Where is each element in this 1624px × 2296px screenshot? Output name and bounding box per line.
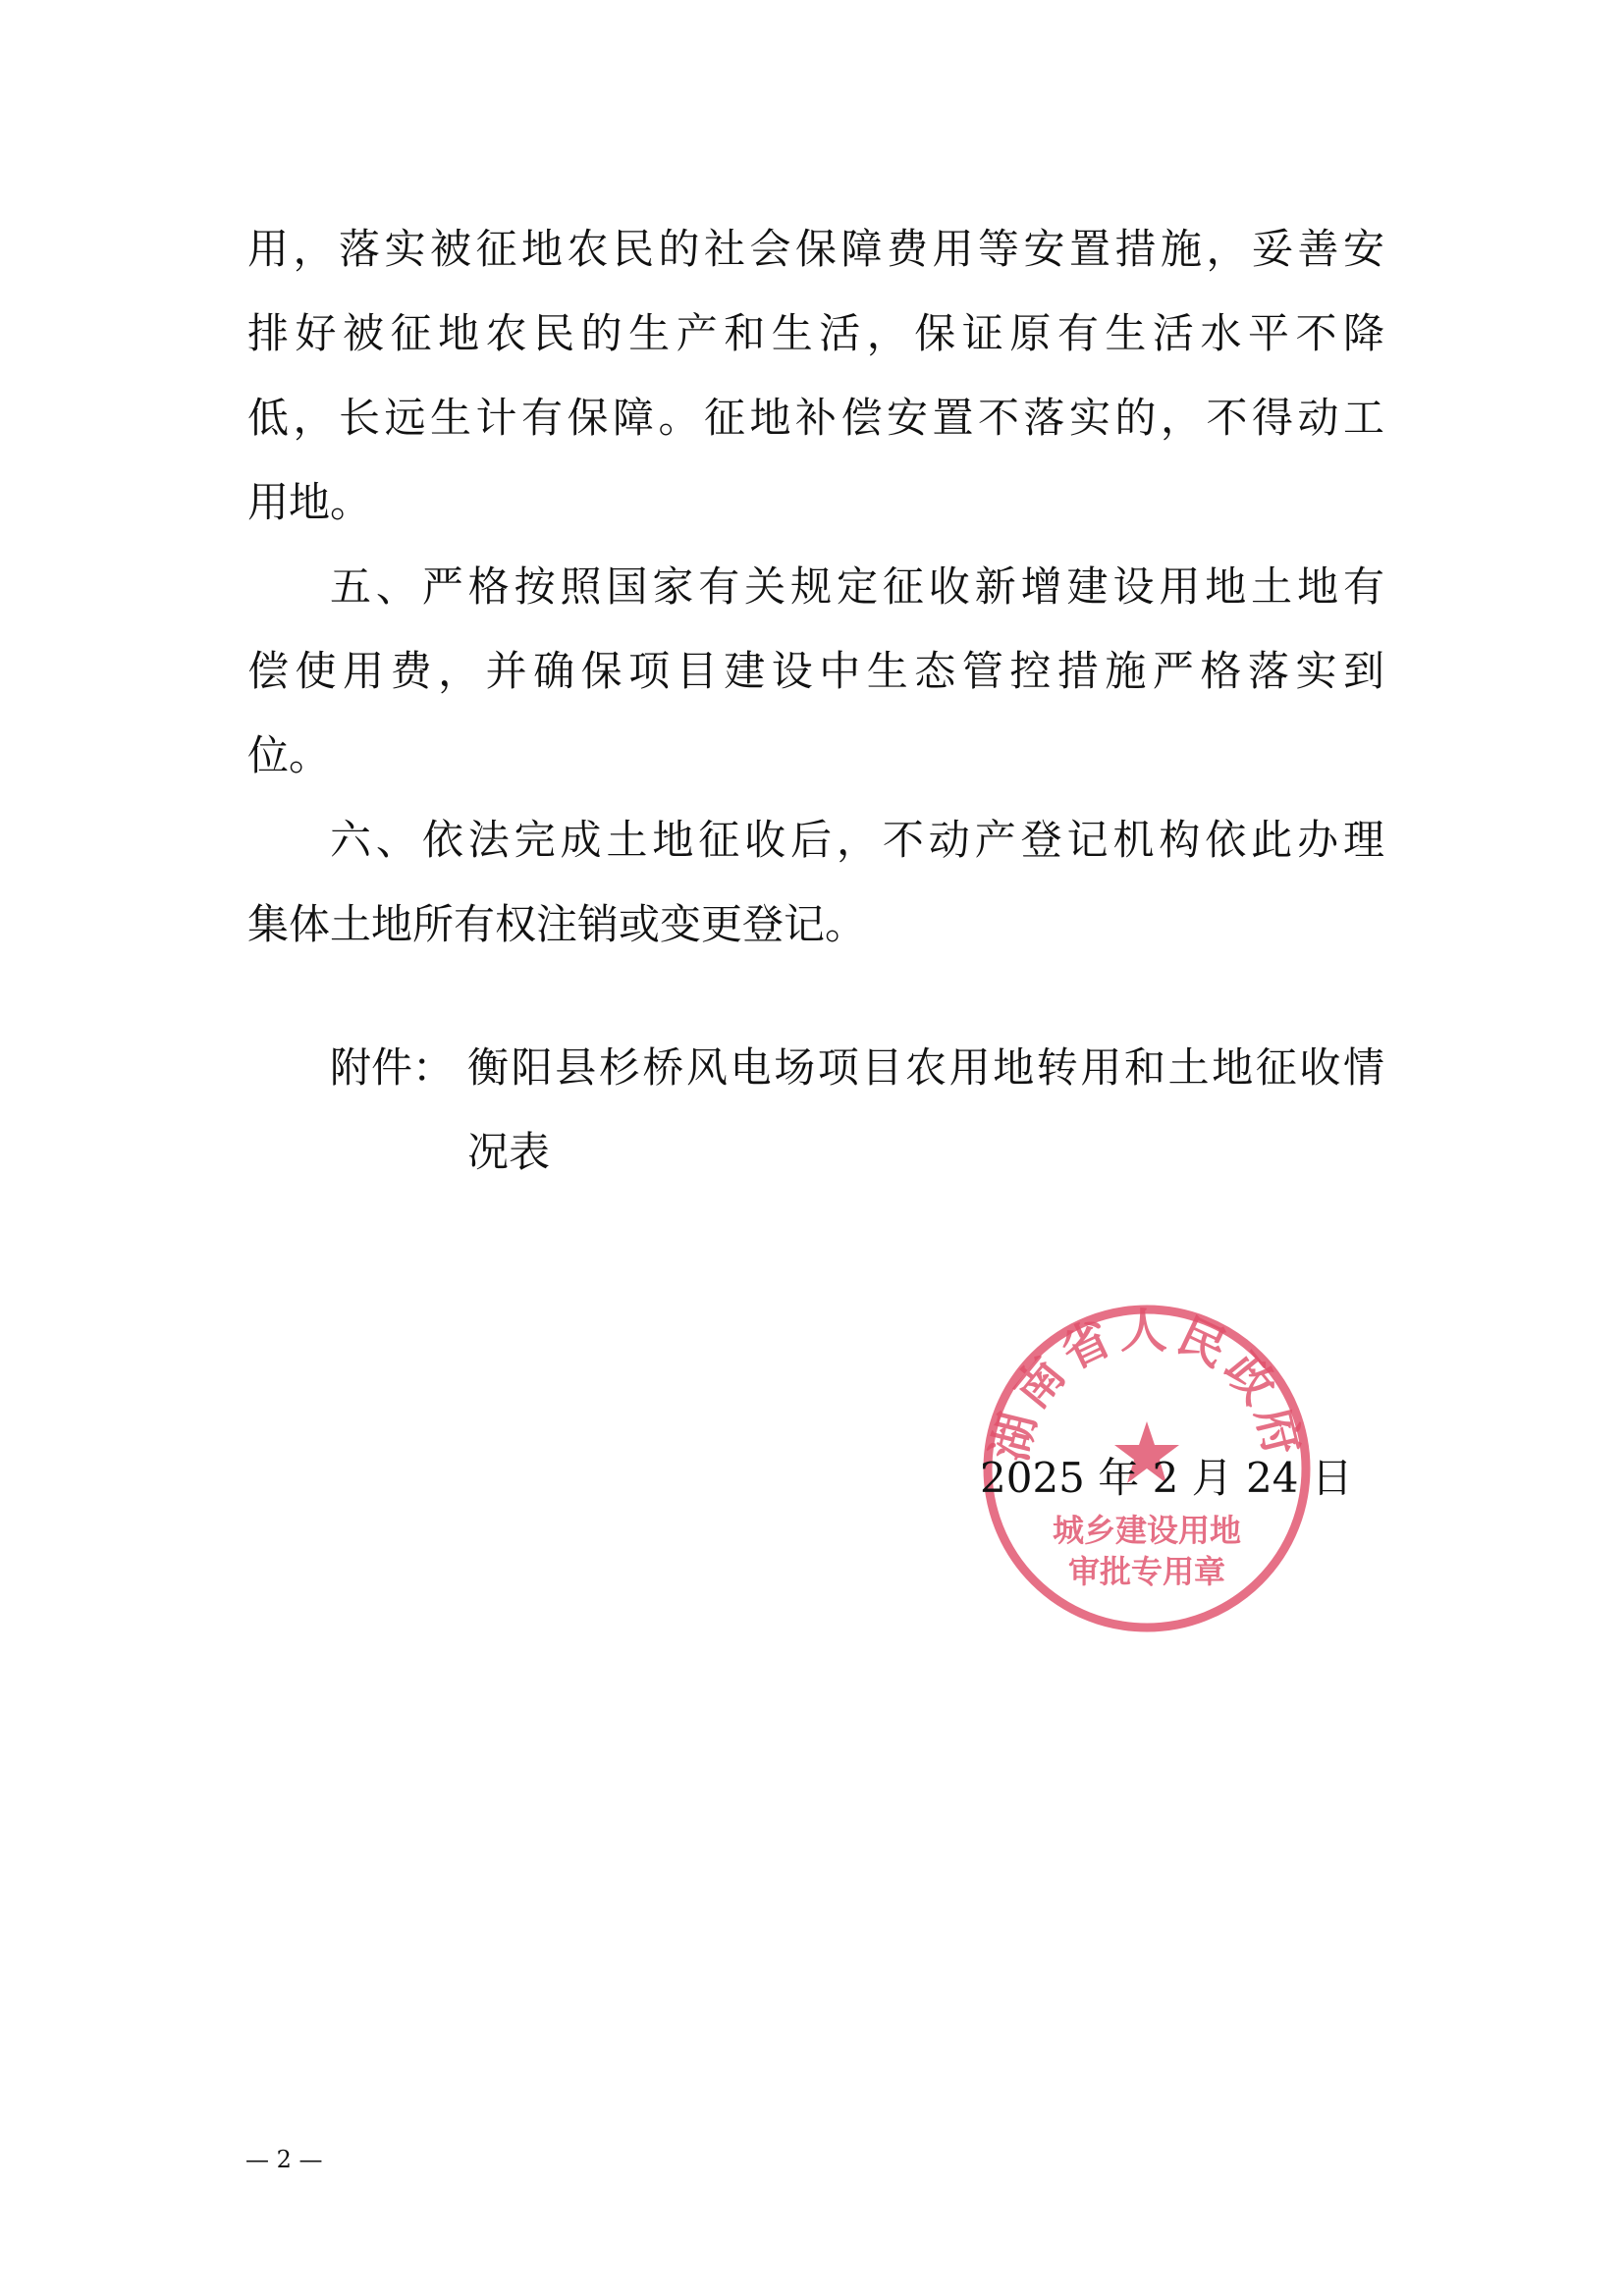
item-five-line-1: 五、严格按照国家有关规定征收新增建设用地土地有: [330, 562, 1384, 611]
attachment-title-line-2: 况表: [467, 1128, 551, 1176]
item-six-line-1: 六、依法完成土地征收后，不动产登记机构依此办理: [330, 816, 1384, 864]
page-number: — 2 —: [245, 2146, 323, 2173]
paragraph-line-3: 低，长远生计有保障。征地补偿安置不落实的，不得动工: [247, 394, 1384, 442]
attachment-title-line-1: 衡阳县杉桥风电场项目农用地转用和土地征收情: [467, 1043, 1384, 1092]
svg-text:湖南省人民政府: 湖南省人民政府: [982, 1303, 1312, 1467]
paragraph-line-1: 用，落实被征地农民的社会保障费用等安置措施，妥善安: [247, 225, 1384, 273]
item-six-line-2: 集体土地所有权注销或变更登记。: [247, 900, 867, 948]
svg-text:审批专用章: 审批专用章: [1067, 1553, 1226, 1590]
attachment-label: 附件：: [330, 1043, 455, 1092]
signing-date: 2025 年 2 月 24 日: [980, 1454, 1353, 1502]
paragraph-line-2: 排好被征地农民的生产和生活，保证原有生活水平不降: [247, 309, 1384, 357]
item-five-line-2: 偿使用费，并确保项目建设中生态管控措施严格落实到: [247, 647, 1384, 695]
paragraph-line-4: 用地。: [247, 478, 372, 526]
svg-text:城乡建设用地: 城乡建设用地: [1052, 1512, 1242, 1549]
item-five-line-3: 位。: [247, 731, 331, 779]
